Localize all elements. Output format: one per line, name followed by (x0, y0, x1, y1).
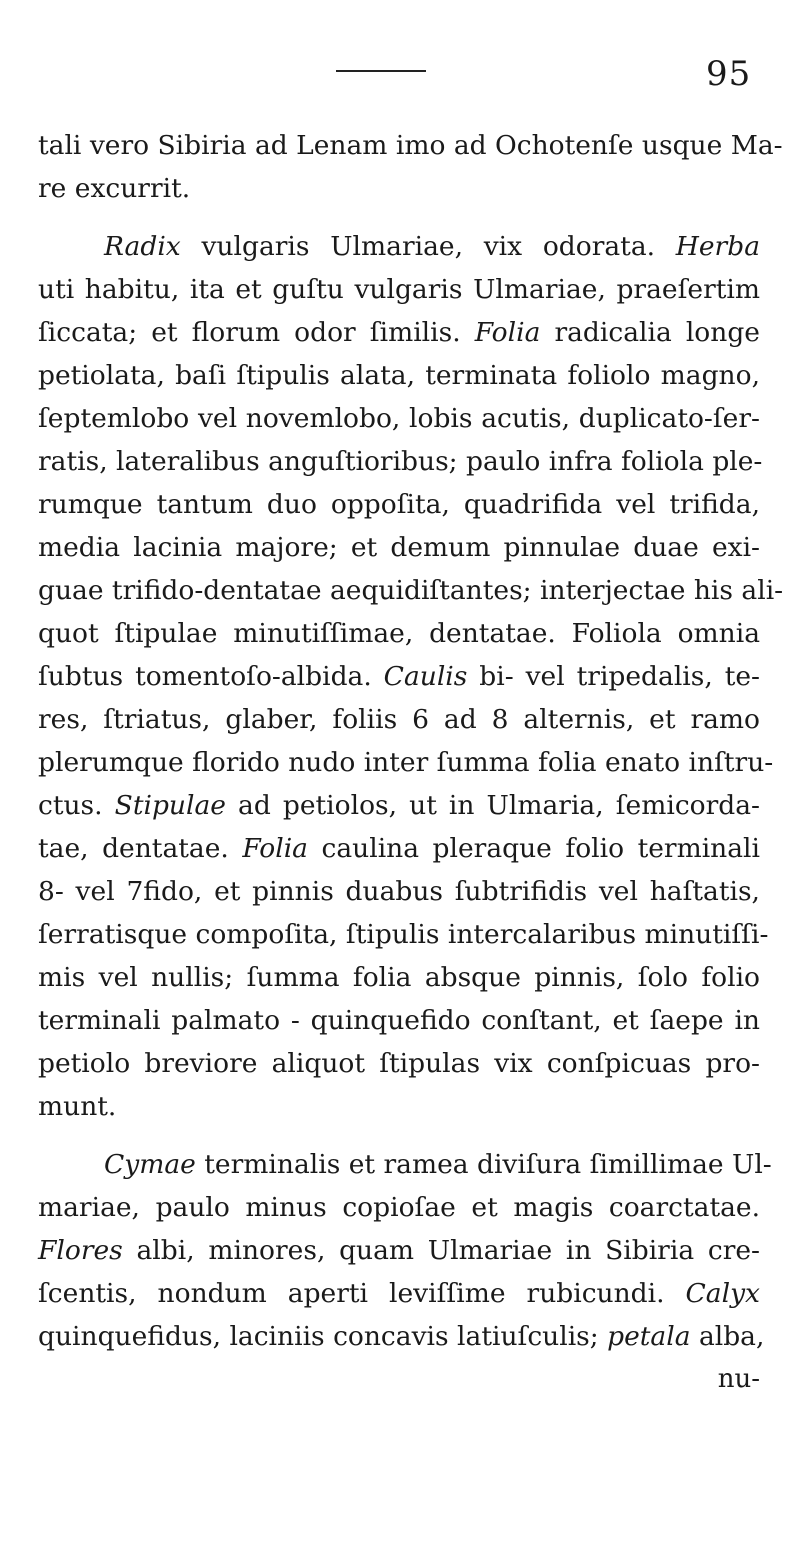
text-line (38, 741, 774, 784)
text-line (38, 268, 760, 311)
italic-term: Herba (675, 231, 760, 262)
italic-term: Radix (104, 231, 181, 262)
text-run: ſubtus tomentoſo-albida. (38, 661, 384, 692)
text-run: munt. (38, 1091, 117, 1122)
text-line (38, 827, 760, 870)
text-run: mis vel nullis; ſumma folia absque pinnis, ſolo folio (38, 962, 760, 993)
italic-term: Calyx (685, 1278, 760, 1309)
text-line (38, 397, 760, 440)
paragraph-gap (38, 210, 760, 225)
text-line (38, 1143, 772, 1186)
text-run: media lacinia majore; et demum pinnulae duae exi- (38, 532, 760, 563)
text-line (38, 655, 760, 698)
text-run: ſcentis, nondum aperti leviſſime rubicundi. (38, 1278, 686, 1309)
text-run: quinquefidus, laciniis concavis latiuſculis; (38, 1321, 608, 1352)
text-run: vulgaris Ulmariae, vix odorata. (180, 231, 676, 262)
text-run: caulina pleraque folio terminali (307, 833, 760, 864)
italic-term: Caulis (383, 661, 468, 692)
text-line (38, 311, 760, 354)
text-run: ſerratisque compoſita, ſtipulis intercalaribus minutiſſi- (38, 919, 769, 950)
text-run: albi, minores, quam Ulmariae in Sibiria cre- (122, 1235, 760, 1266)
text-line (38, 784, 760, 827)
text-line (38, 1186, 760, 1229)
text-run: re excurrit. (38, 173, 191, 204)
text-run: bi- vel tripedalis, te- (467, 661, 760, 692)
text-line (38, 612, 760, 655)
text-line (38, 1315, 765, 1358)
paragraph-gap (38, 1128, 760, 1143)
text-line (38, 124, 783, 167)
text-run: quot ſtipulae minutiſſimae, dentatae. Foliola omnia (38, 618, 760, 649)
text-run: res, ſtriatus, glaber, foliis 6 ad 8 alternis, et ramo (38, 704, 760, 735)
italic-term: petala (607, 1321, 691, 1352)
text-line (38, 167, 760, 210)
text-run: alba, (690, 1321, 765, 1352)
text-line (38, 440, 763, 483)
italic-term: Flores (38, 1235, 123, 1266)
italic-term: Folia (474, 317, 541, 348)
text-run: terminali palmato - quinquefido conſtant, et ſaepe in (38, 1005, 760, 1036)
italic-term: Stipulae (114, 790, 226, 821)
text-run: petiolata, baſi ſtipulis alata, terminata foliolo magno, (38, 360, 760, 391)
text-run: tali vero Sibiria ad Lenam imo ad Ochotenſe usque Ma- (38, 130, 783, 161)
text-line (38, 1272, 760, 1315)
text-run: uti habitu, ita et guſtu vulgaris Ulmariae, praeſertim (38, 274, 760, 305)
text-run: 8- vel 7fido, et pinnis duabus ſubtrifidis vel haſtatis, (38, 876, 760, 907)
body-text (38, 124, 784, 1401)
italic-term: Folia (242, 833, 308, 864)
text-run: ſiccata; et florum odor ſimilis. (38, 317, 475, 348)
text-line (38, 1085, 760, 1128)
text-line (38, 698, 760, 741)
text-line (38, 569, 784, 612)
text-line (38, 956, 760, 999)
italic-term: Cymae (104, 1149, 196, 1180)
text-run: guae trifido-dentatae aequidiſtantes; interjectae his ali- (38, 575, 784, 606)
text-line (38, 999, 760, 1042)
text-run: mariae, paulo minus copioſae et magis coarctatae. (38, 1192, 760, 1223)
text-run: terminalis et ramea diviſura ſimillimae Ul- (195, 1149, 772, 1180)
catchword: nu- (717, 1364, 760, 1394)
text-run: ſeptemlobo vel novemlobo, lobis acutis, duplicato-ſer- (38, 403, 760, 434)
text-line (38, 483, 760, 526)
text-run: plerumque florido nudo inter ſumma folia enato inſtru- (38, 747, 774, 778)
text-line (38, 913, 769, 956)
text-line (38, 870, 760, 913)
text-line (38, 1042, 760, 1085)
text-line (38, 526, 760, 569)
text-run: ctus. (38, 790, 115, 821)
text-line (38, 225, 760, 268)
text-run: rumque tantum duo oppoſita, quadrifida vel trifida, (38, 489, 760, 520)
text-run: petiolo breviore aliquot ſtipulas vix conſpicuas pro- (38, 1048, 760, 1079)
text-run: ratis, lateralibus anguſtioribus; paulo infra foliola ple- (38, 446, 763, 477)
text-line (38, 354, 760, 397)
text-run: radicalia longe (540, 317, 760, 348)
page-number: 95 (706, 54, 752, 94)
text-run: tae, dentatae. (38, 833, 243, 864)
text-run: ad petiolos, ut in Ulmaria, ſemicorda- (225, 790, 760, 821)
header-rule (336, 70, 426, 72)
text-line (38, 1229, 760, 1272)
